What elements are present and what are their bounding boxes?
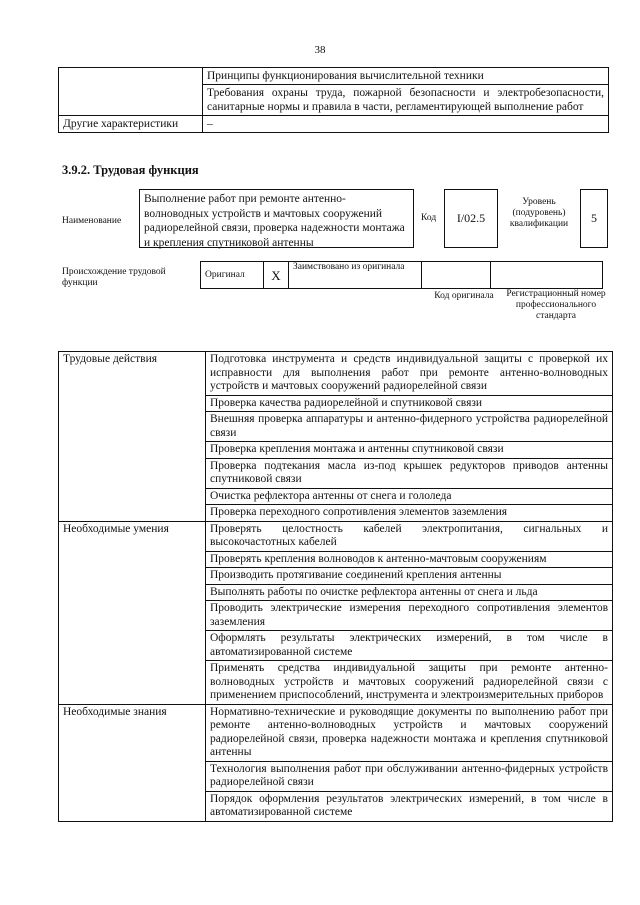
group-item: Проверка качества радиорелейной и спутниковой связи	[206, 395, 613, 412]
table-row	[59, 68, 609, 85]
group-item: Проверять крепления волноводов к антенно-мачтовым сооружениям	[206, 551, 613, 568]
origin-borrowed: Заимствовано из оригинала	[289, 262, 422, 289]
page-number: 38	[314, 44, 326, 56]
table-row	[59, 521, 613, 551]
table-cell-label	[59, 68, 203, 116]
group-item: Порядок оформления результатов электрических измерений, в том числе в автоматизированной системе	[206, 791, 613, 821]
group-item: Проверка переходного сопротивления элементов заземления	[206, 505, 613, 522]
origin-original: Оригинал	[201, 262, 264, 289]
section-title: 3.9.2. Трудовая функция	[62, 163, 199, 177]
group-item: Проверка подтекания масла из-под крышек редукторов приводов антенны спутниковой связи	[206, 458, 613, 488]
origin-table	[200, 261, 603, 289]
group-label: Трудовые действия	[59, 352, 206, 522]
origin-code-caption: Код оригинала	[434, 291, 494, 301]
code-label: Код	[421, 213, 437, 223]
origin-label: Происхождение трудовой функции	[62, 267, 166, 288]
group-item: Нормативно-технические и руководящие документы по выполнению работ при ремонте антенно-волноводных устройств и мачтовых сооружений радиорелейной связи, проверка надежности монтажа и крепления спутниковой антенны	[206, 704, 613, 761]
group-item: Внешняя проверка аппаратуры и антенно-фидерного устройства радиорелейной связи	[206, 412, 613, 442]
group-item: Выполнять работы по очистке рефлектора антенны от снега и льда	[206, 584, 613, 601]
group-item: Проверка крепления монтажа и антенны спутниковой связи	[206, 442, 613, 459]
code-value: I/02.5	[444, 189, 498, 248]
group-item: Технология выполнения работ при обслуживании антенно-фидерных устройств радиорелейной связи	[206, 761, 613, 791]
table-cell-text: Принципы функционирования вычислительной техники	[203, 68, 609, 85]
origin-code-cell	[422, 262, 491, 289]
level-value: 5	[580, 189, 608, 248]
table-cell-label: Другие характеристики	[59, 116, 203, 133]
group-item: Очистка рефлектора антенны от снега и гололеда	[206, 488, 613, 505]
table-cell-text: Требования охраны труда, пожарной безопасности и электробезопасности, санитарные нормы и правила в части, регламентирующей выполнение работ	[203, 85, 609, 116]
table-row	[201, 262, 603, 289]
group-item: Применять средства индивидуальной защиты при ремонте антенно-волноводных устройств и мачтовых сооружений радиорелейной связи с применением приспособлений, инструмента и электроизмерительных приборов	[206, 661, 613, 705]
group-item: Подготовка инструмента и средств индивидуальной защиты с проверкой их исправности для выполнения работ при ремонте антенно-волноводных устройств и мачтовых сооружений радиорелейной связи	[206, 352, 613, 396]
group-item: Оформлять результаты электрических измерений, в том числе в автоматизированной системе	[206, 631, 613, 661]
group-item: Проверять целостность кабелей электропитания, сигнальных и высокочастотных кабелей	[206, 521, 613, 551]
name-value: Выполнение работ при ремонте антенно-волноводных устройств и мачтовых сооружений радиорелейной связи, проверка надежности монтажа и крепления спутниковой антенны	[139, 189, 414, 248]
group-item: Проводить электрические измерения переходного сопротивления элементов заземления	[206, 601, 613, 631]
group-item: Производить протягивание соединений крепления антенны	[206, 568, 613, 585]
table-row	[59, 352, 613, 396]
origin-reg-caption: Регистрационный номер профессионального стандарта	[506, 289, 606, 321]
table-row	[59, 116, 609, 133]
table-cell-text: –	[203, 116, 609, 133]
origin-reg-cell	[491, 262, 603, 289]
characteristics-table	[58, 67, 609, 133]
name-label: Наименование	[62, 216, 122, 226]
function-table	[58, 351, 613, 822]
level-label: Уровень (подуровень) квалификации	[509, 197, 569, 229]
table-row	[59, 704, 613, 761]
group-label: Необходимые умения	[59, 521, 206, 704]
origin-mark: X	[264, 262, 289, 289]
group-label: Необходимые знания	[59, 704, 206, 821]
